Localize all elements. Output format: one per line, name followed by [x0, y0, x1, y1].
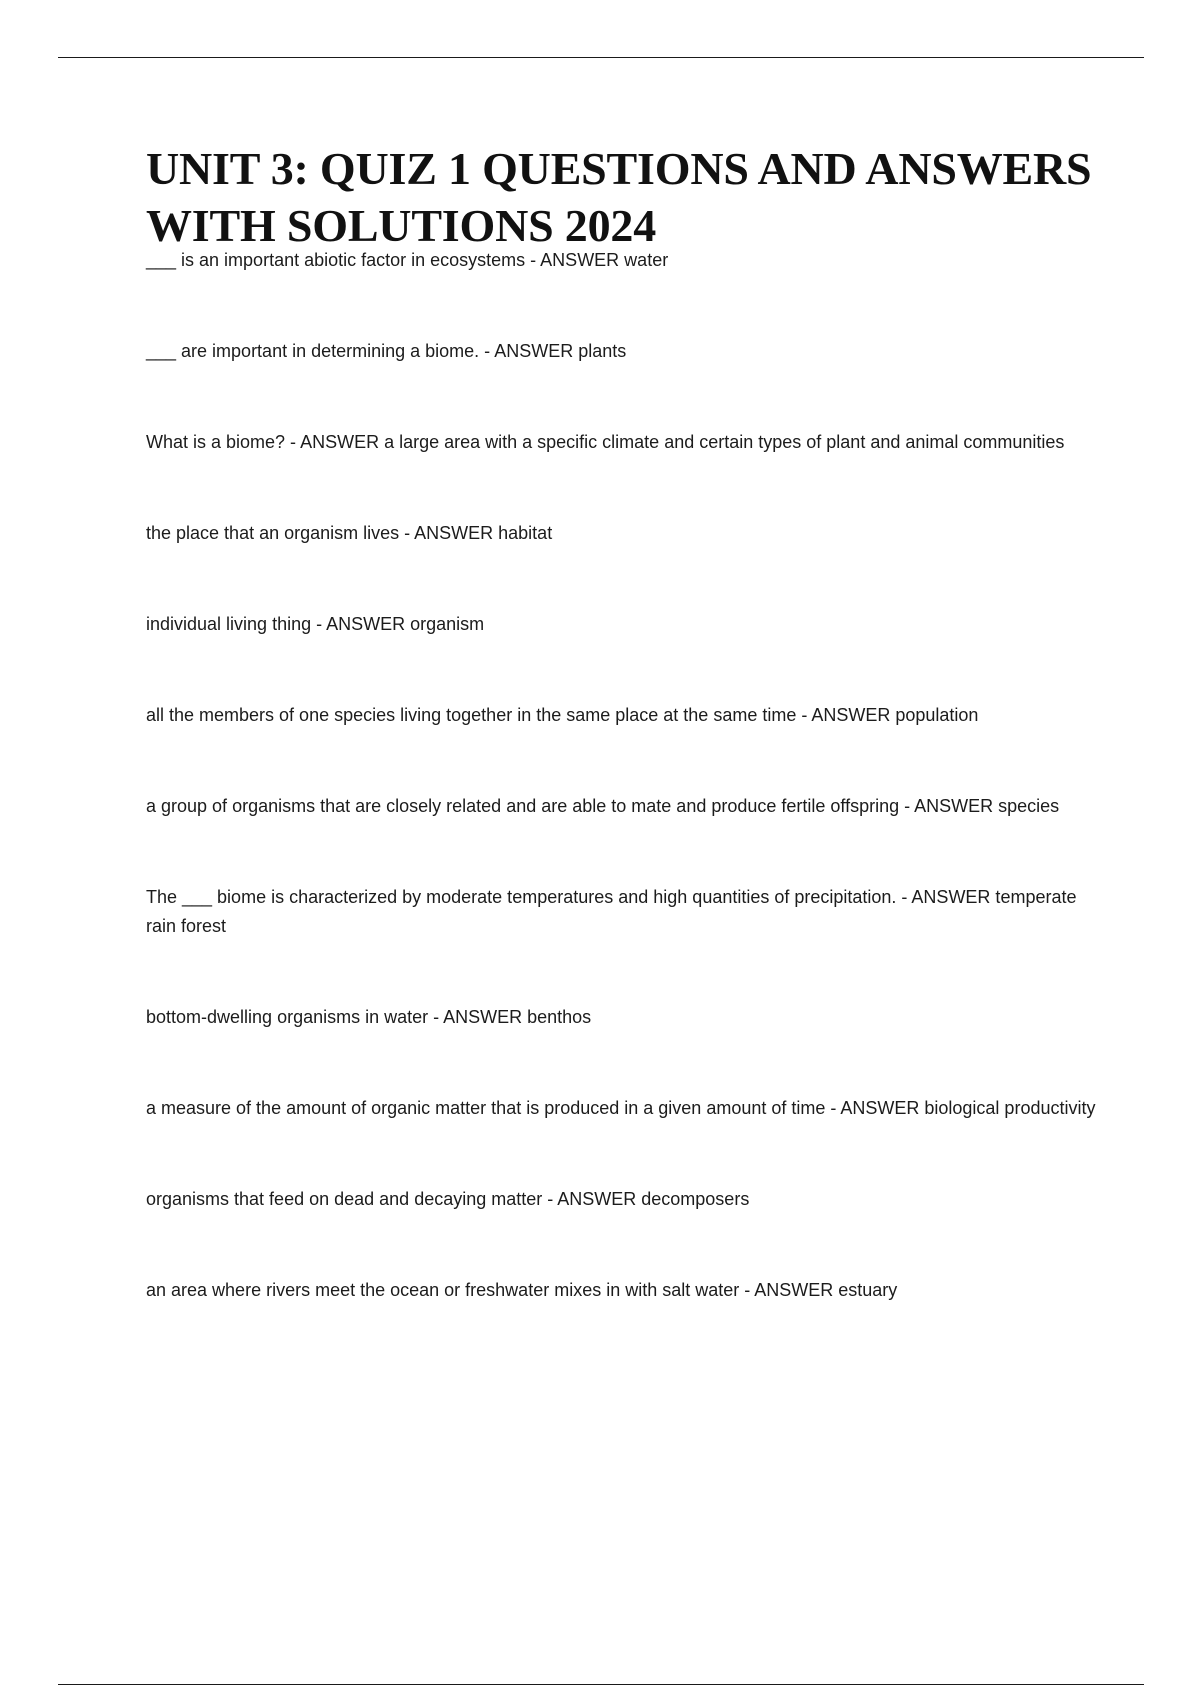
qa-item: ___ are important in determining a biome. - ANSWER plants	[146, 341, 627, 361]
qa-item: all the members of one species living together in the same place at the same time - ANSWER population	[146, 705, 979, 725]
document-title: UNIT 3: QUIZ 1 QUESTIONS AND ANSWERS WITH SOLUTIONS 2024	[146, 143, 1092, 251]
qa-item: an area where rivers meet the ocean or freshwater mixes in with salt water - ANSWER estuary	[146, 1280, 898, 1300]
qa-item: individual living thing - ANSWER organism	[146, 614, 485, 634]
qa-item: a group of organisms that are closely related and are able to mate and produce fertile offspring - ANSWER species	[146, 796, 1060, 816]
qa-item: a measure of the amount of organic matter that is produced in a given amount of time - ANSWER biological productivity	[146, 1098, 1096, 1118]
header-rule	[58, 57, 1144, 58]
qa-item: the place that an organism lives - ANSWER habitat	[146, 523, 553, 543]
qa-item: The ___ biome is characterized by moderate temperatures and high quantities of precipitation. - ANSWER temperate rain forest	[146, 887, 1077, 936]
footer-rule	[58, 1684, 1144, 1685]
qa-item: bottom-dwelling organisms in water - ANSWER benthos	[146, 1007, 592, 1027]
qa-item: organisms that feed on dead and decaying matter - ANSWER decomposers	[146, 1189, 750, 1209]
qa-list	[146, 246, 1106, 1305]
page-content	[146, 140, 1106, 1305]
qa-item: What is a biome? - ANSWER a large area with a specific climate and certain types of plant and animal communities	[146, 432, 1065, 452]
qa-item: ___ is an important abiotic factor in ecosystems - ANSWER water	[146, 250, 669, 270]
